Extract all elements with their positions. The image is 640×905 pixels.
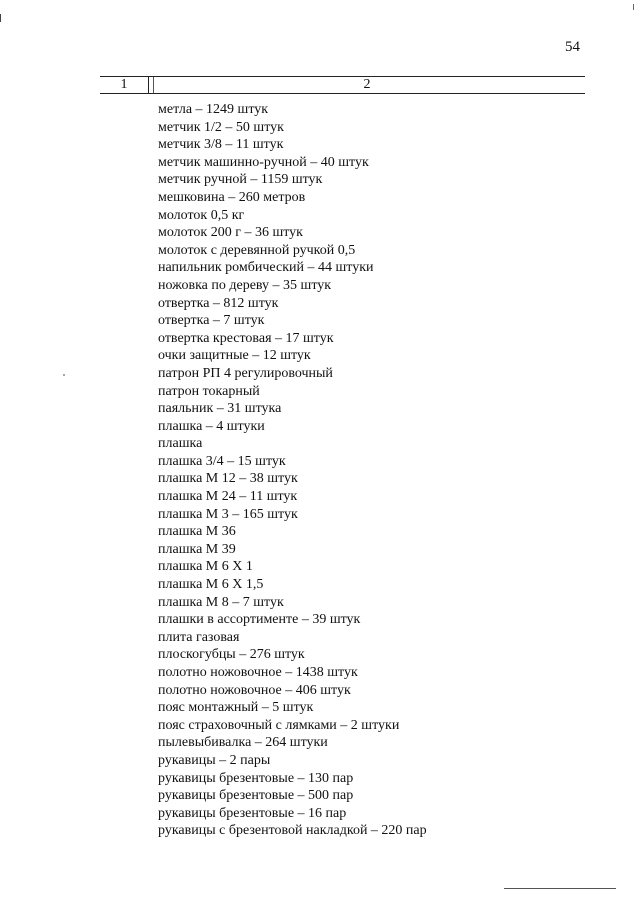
list-item: молоток с деревянной ручкой 0,5	[158, 242, 356, 258]
list-item: отвертка – 7 штук	[158, 313, 265, 329]
list-item: молоток 200 г – 36 штук	[158, 225, 303, 241]
scan-edge-mark	[633, 4, 634, 10]
list-item: метчик машинно-ручной – 40 штук	[158, 154, 369, 170]
list-item: плита газовая	[158, 629, 240, 645]
list-item: метчик 1/2 – 50 штук	[158, 119, 284, 135]
inventory-list	[158, 101, 427, 840]
list-item: плашка М 12 – 38 штук	[158, 471, 298, 487]
list-item: рукавицы брезентовые – 16 пар	[158, 805, 347, 821]
list-item: рукавицы брезентовые – 500 пар	[158, 788, 354, 804]
list-item: плашка М 39	[158, 541, 236, 557]
list-item: плашка М 8 – 7 штук	[158, 594, 284, 610]
list-item: полотно ножовочное – 406 штук	[158, 682, 351, 698]
list-item: плашка М 3 – 165 штук	[158, 506, 298, 522]
list-item: напильник ромбический – 44 штуки	[158, 260, 374, 276]
page-number: 54	[565, 39, 580, 55]
list-item: отвертка крестовая – 17 штук	[158, 330, 334, 346]
list-item: рукавицы с брезентовой накладкой – 220 пар	[158, 823, 427, 839]
list-item: плашка 3/4 – 15 штук	[158, 453, 286, 469]
list-item: отвертка – 812 штук	[158, 295, 279, 311]
list-item: полотно ножовочное – 1438 штук	[158, 665, 358, 680]
list-item: мешковина – 260 метров	[158, 189, 306, 205]
list-item: плашка – 4 штуки	[158, 418, 265, 434]
list-item: рукавицы – 2 пары	[158, 752, 271, 768]
list-item: метла – 1249 штук	[158, 102, 269, 117]
list-item: плашка М 6 Х 1,5	[158, 577, 264, 593]
list-item: пояс страховочный с лямками – 2 штуки	[158, 717, 400, 733]
list-item: рукавицы брезентовые – 130 пар	[158, 770, 354, 786]
scan-speck	[63, 374, 65, 376]
list-item: плашки в ассортименте – 39 штук	[158, 612, 361, 628]
list-item: пояс монтажный – 5 штук	[158, 700, 314, 716]
column-2-header: 2	[363, 77, 371, 92]
list-item: плашка М 24 – 11 штук	[158, 489, 298, 505]
column-1-header: 1	[100, 77, 149, 93]
list-item: метчик ручной – 1159 штук	[158, 172, 323, 188]
list-item: плоскогубцы – 276 штук	[158, 647, 305, 663]
list-item: паяльник – 31 штука	[158, 401, 282, 417]
table-header-row	[100, 76, 585, 94]
list-item: патрон токарный	[158, 383, 260, 399]
list-item: метчик 3/8 – 11 штук	[158, 137, 284, 153]
list-item: пылевыбивалка – 264 штуки	[158, 735, 328, 751]
list-item: плашка М 6 Х 1	[158, 559, 253, 575]
bottom-rule	[504, 888, 616, 889]
list-item: патрон РП 4 регулировочный	[158, 365, 333, 381]
list-item: плашка	[158, 436, 203, 452]
scan-edge-mark	[0, 14, 1, 22]
list-item: ножовка по дереву – 35 штук	[158, 277, 332, 293]
list-item: очки защитные – 12 штук	[158, 348, 311, 364]
list-item: плашка М 36	[158, 524, 236, 540]
list-item: молоток 0,5 кг	[158, 207, 245, 223]
